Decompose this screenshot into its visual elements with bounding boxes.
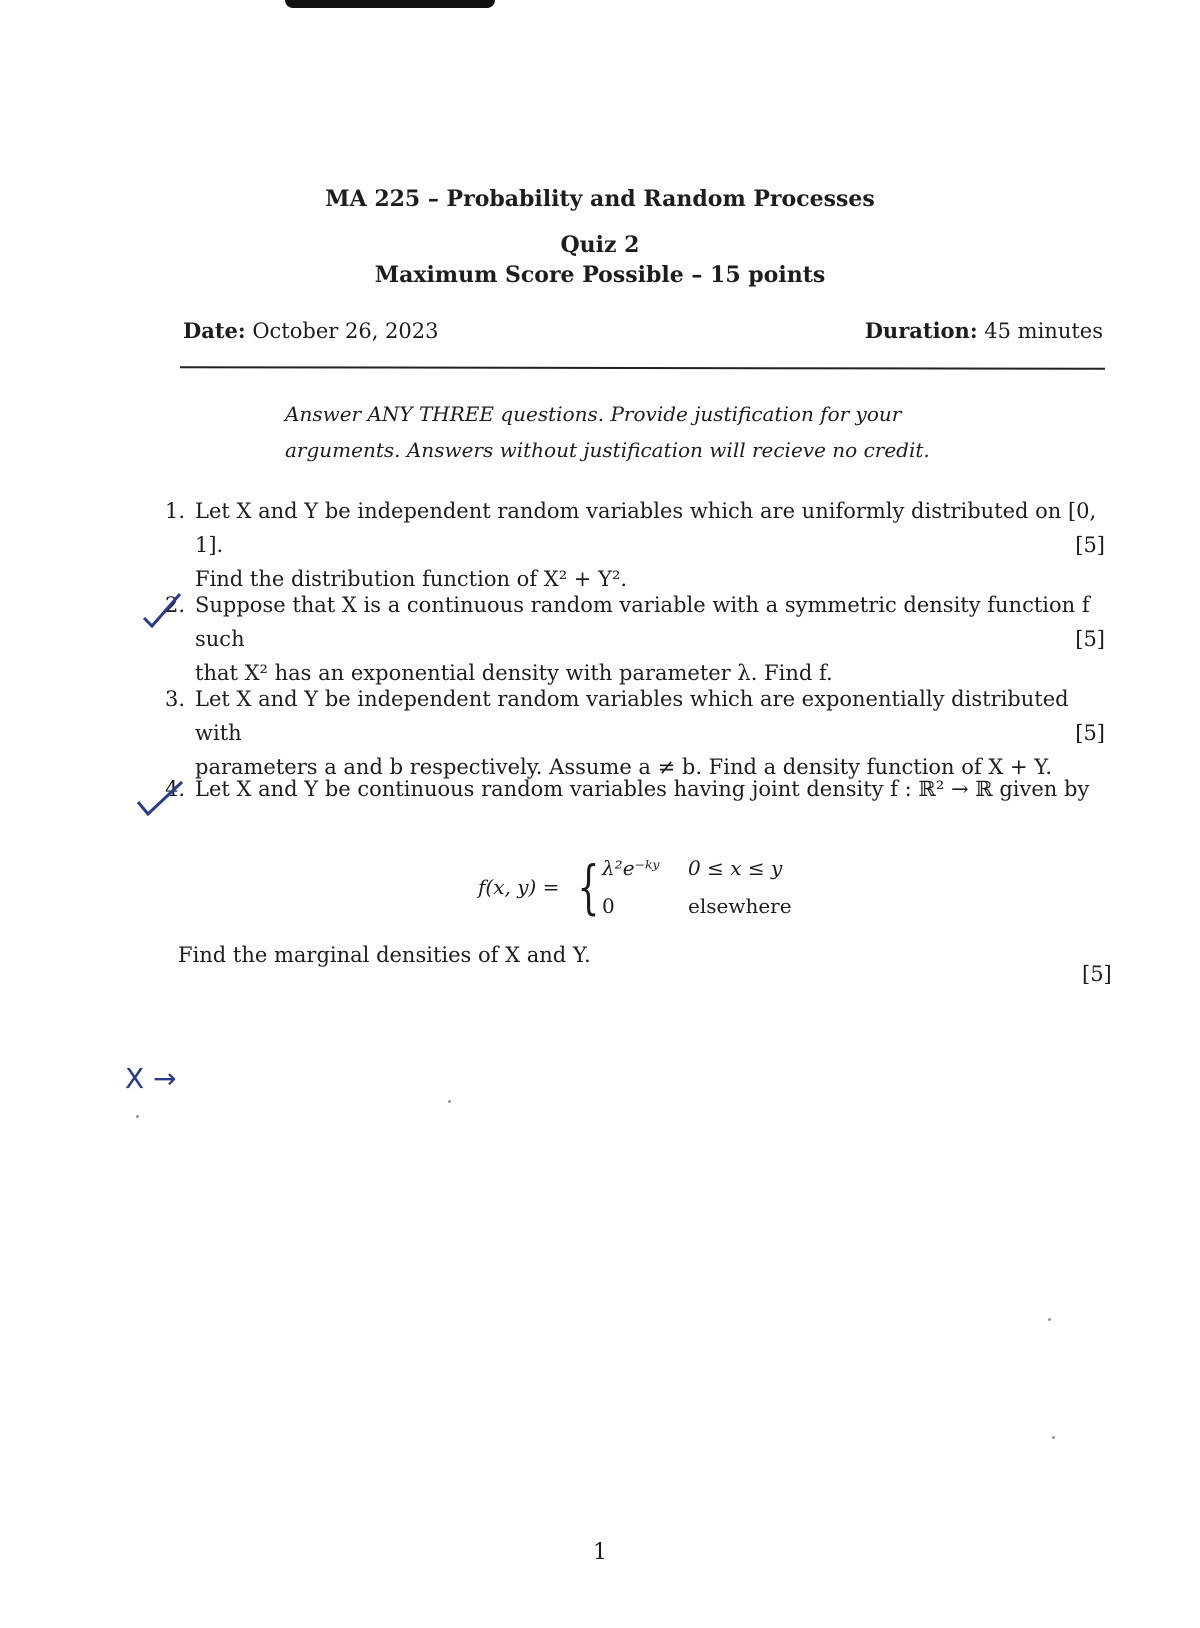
question-points: [5] bbox=[1075, 627, 1105, 651]
handwritten-note: X → bbox=[125, 1062, 177, 1095]
duration-field bbox=[865, 318, 1103, 343]
question-number: 4. bbox=[165, 777, 186, 801]
question-line: parameters a and b respectively. Assume a ≠ b. Find a density function of X + Y. bbox=[195, 755, 1053, 779]
question-text bbox=[195, 772, 1105, 806]
question-points: [5] bbox=[1075, 721, 1105, 745]
cases-brace: { bbox=[577, 853, 600, 921]
case2-condition: elsewhere bbox=[688, 894, 792, 918]
question-line: Let X and Y be independent random variables which are uniformly distributed on [0, 1]. bbox=[195, 499, 1097, 557]
scan-speck bbox=[1048, 1318, 1051, 1321]
question-line: Find the distribution function of X² + Y². bbox=[195, 567, 628, 591]
header-divider bbox=[180, 366, 1105, 370]
date-field bbox=[183, 318, 439, 343]
question-2 bbox=[165, 588, 1115, 685]
course-title: MA 225 – Probability and Random Processes bbox=[325, 186, 875, 212]
case2-value: 0 bbox=[602, 894, 615, 918]
question-text bbox=[195, 494, 1105, 596]
question-points: [5] bbox=[1075, 533, 1105, 557]
quiz-name: Quiz 2 bbox=[560, 232, 640, 258]
duration-value: 45 minutes bbox=[984, 319, 1103, 343]
question-4 bbox=[165, 772, 1115, 806]
scan-speck bbox=[136, 1115, 139, 1118]
check-mark-icon bbox=[140, 592, 190, 632]
scan-speck bbox=[448, 1100, 451, 1103]
question-text bbox=[195, 588, 1105, 690]
question-points: [5] bbox=[1082, 962, 1112, 986]
case1-value: λ²e⁻ᵏʸ bbox=[602, 856, 660, 880]
question-number: 2. bbox=[165, 593, 186, 617]
max-score: Maximum Score Possible – 15 points bbox=[374, 262, 826, 288]
question-number: 3. bbox=[165, 687, 186, 711]
duration-label: Duration: bbox=[864, 318, 978, 343]
check-mark-icon bbox=[134, 778, 190, 822]
question-1 bbox=[165, 494, 1115, 591]
page-number: 1 bbox=[593, 1540, 607, 1565]
question-number: 1. bbox=[165, 499, 186, 523]
question-line: Let X and Y be continuous random variables having joint density f : ℝ² → ℝ given by bbox=[195, 777, 1090, 801]
question-3 bbox=[165, 682, 1115, 779]
question-text bbox=[195, 682, 1105, 784]
scan-speck bbox=[1052, 1436, 1055, 1439]
case1-condition: 0 ≤ x ≤ y bbox=[688, 856, 783, 880]
date-value: October 26, 2023 bbox=[252, 319, 439, 343]
question-line: Suppose that X is a continuous random variable with a symmetric density function f such bbox=[195, 593, 1090, 651]
scan-edge-mark bbox=[285, 0, 495, 8]
instructions: Answer ANY THREE questions. Provide justification for your arguments. Answers without justification will recieve no credit. bbox=[285, 402, 930, 462]
question-line: Let X and Y be independent random variables which are exponentially distributed with bbox=[195, 687, 1069, 745]
date-label: Date: bbox=[183, 318, 246, 343]
question-line: that X² has an exponential density with parameter λ. Find f. bbox=[195, 661, 833, 685]
question-4-ask: Find the marginal densities of X and Y. bbox=[178, 943, 591, 967]
formula-lhs: f(x, y) = bbox=[478, 875, 560, 899]
